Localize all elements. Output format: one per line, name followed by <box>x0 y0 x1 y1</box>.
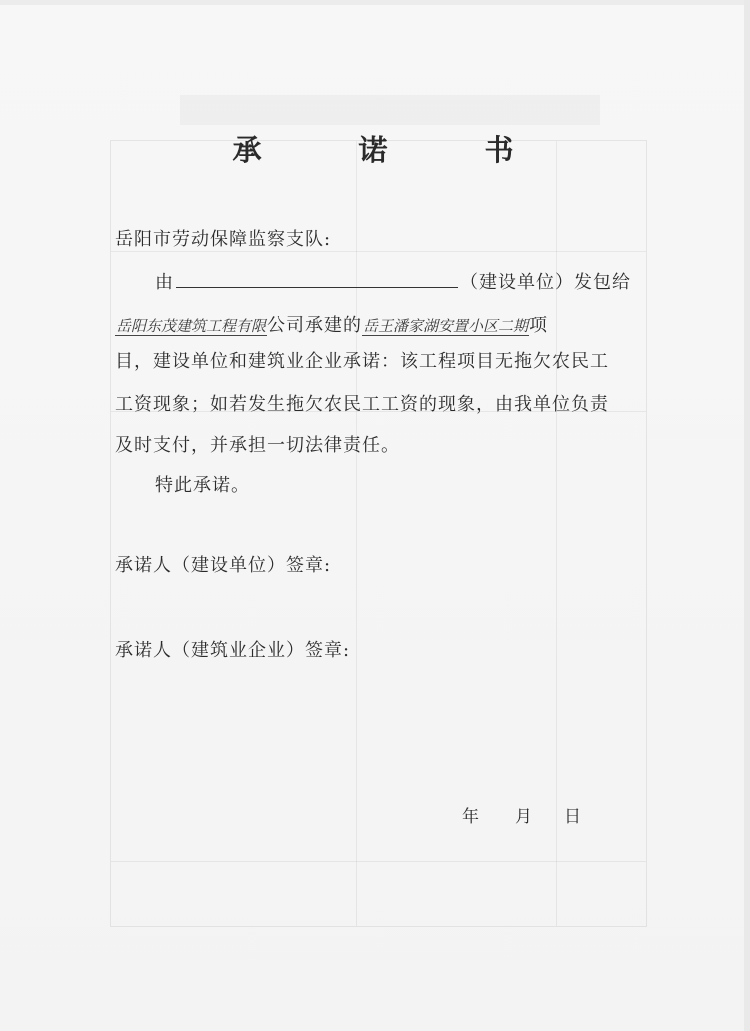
body-line-2: 工资现象；如若发生拖欠农民工工资的现象，由我单位负责 <box>115 394 609 415</box>
document-title: 承 诺 书 <box>232 133 548 167</box>
handwritten-project-name: 岳王潘家湖安置小区二期 <box>363 317 529 335</box>
bleed-through-heading <box>180 95 600 125</box>
para1-prefix: 由 <box>155 272 174 293</box>
company-suffix: 公司承建的 <box>267 315 363 336</box>
closing-statement: 特此承诺。 <box>155 475 250 496</box>
handwritten-company-name: 岳阳东茂建筑工程有限 <box>116 317 267 335</box>
builder-name-blank <box>176 269 458 288</box>
paragraph-line-2 <box>115 311 548 337</box>
body-line-1: 目，建设单位和建筑业企业承诺：该工程项目无拖欠农民工 <box>115 351 609 372</box>
body-line-3: 及时支付，并承担一切法律责任。 <box>115 435 400 456</box>
project-suffix: 项 <box>529 315 549 336</box>
date-month: 月 <box>515 807 532 827</box>
date-year: 年 <box>462 807 479 827</box>
paragraph-line-1 <box>155 268 631 294</box>
signature-contractor: 承诺人（建筑业企业）签章: <box>115 640 351 661</box>
page-edge-top <box>0 0 750 5</box>
date-day: 日 <box>564 807 581 827</box>
para1-suffix: （建设单位）发包给 <box>460 272 631 293</box>
signature-builder: 承诺人（建设单位）签章: <box>115 555 332 576</box>
addressee: 岳阳市劳动保障监察支队: <box>115 229 332 250</box>
